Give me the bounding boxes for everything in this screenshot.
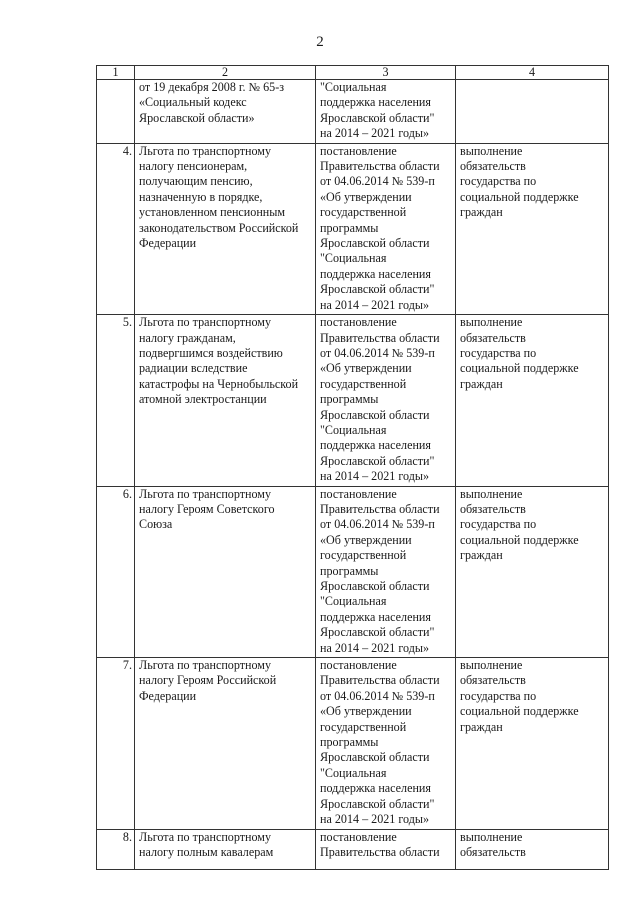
row-number-cell: 6. bbox=[97, 486, 135, 657]
header-col-2: 2 bbox=[135, 66, 316, 80]
benefit-name-line: получающим пенсию, bbox=[139, 174, 253, 189]
benefit-name-line: «Социальный кодекс bbox=[139, 95, 247, 110]
benefit-goal-cell bbox=[456, 486, 609, 657]
legal-act-line: на 2014 – 2021 годы» bbox=[320, 812, 430, 827]
legal-act-line: государственной bbox=[320, 205, 407, 220]
legal-act-line: поддержка населения bbox=[320, 609, 431, 624]
legal-act-line: от 04.06.2014 № 539-п bbox=[320, 688, 435, 703]
benefit-name-line: налогу Героям Российской bbox=[139, 673, 277, 688]
legal-act-line: от 04.06.2014 № 539-п bbox=[320, 345, 435, 360]
benefit-goal-line: государства по bbox=[460, 345, 537, 360]
legal-act-line: Ярославской области bbox=[320, 407, 430, 422]
benefit-goal-line: обязательств bbox=[460, 501, 526, 516]
legal-act-line: Правительства области bbox=[320, 330, 440, 345]
legal-act-line: «Об утверждении bbox=[320, 704, 412, 719]
benefit-name-line: катастрофы на Чернобыльской bbox=[139, 376, 299, 391]
benefit-goal-line: выполнение bbox=[460, 658, 523, 673]
benefit-goal-line: граждан bbox=[460, 205, 503, 220]
legal-act-line: на 2014 – 2021 годы» bbox=[320, 469, 430, 484]
benefit-goal-line: граждан bbox=[460, 376, 503, 391]
legal-act-line: "Социальная bbox=[320, 251, 387, 266]
row-number-cell: 5. bbox=[97, 315, 135, 486]
legal-act-line: поддержка населения bbox=[320, 438, 431, 453]
table-header-row bbox=[97, 66, 609, 80]
legal-act-line: «Об утверждении bbox=[320, 189, 412, 204]
legal-act-line: Ярославской области" bbox=[320, 796, 435, 811]
benefit-goal-cell bbox=[456, 658, 609, 829]
benefit-goal-line: выполнение bbox=[460, 143, 523, 158]
legal-act-line: Правительства области bbox=[320, 159, 440, 174]
legal-act-line: "Социальная bbox=[320, 765, 387, 780]
benefit-goal-line: социальной поддержке bbox=[460, 704, 579, 719]
legal-act-line: постановление bbox=[320, 315, 397, 330]
legal-act-cell bbox=[316, 80, 456, 144]
benefit-name-line: Льгота по транспортному bbox=[139, 829, 271, 844]
legal-act-line: государственной bbox=[320, 719, 407, 734]
benefit-name-line: Льгота по транспортному bbox=[139, 486, 271, 501]
legal-act-cell bbox=[316, 658, 456, 829]
benefit-goal-line: выполнение bbox=[460, 829, 523, 844]
row-number-cell: 8. bbox=[97, 829, 135, 869]
legal-act-line: "Социальная bbox=[320, 422, 387, 437]
legal-act-line: Ярославской области" bbox=[320, 453, 435, 468]
benefit-name-line: установленном пенсионным bbox=[139, 205, 286, 220]
benefit-goal-cell bbox=[456, 315, 609, 486]
benefit-name-line: Федерации bbox=[139, 688, 197, 703]
legal-act-line: Ярославской области bbox=[320, 750, 430, 765]
row-number-cell bbox=[97, 80, 135, 144]
header-col-1: 1 bbox=[97, 66, 135, 80]
benefit-name-line: Союза bbox=[139, 517, 173, 532]
legal-act-line: государственной bbox=[320, 376, 407, 391]
legal-act-cell bbox=[316, 486, 456, 657]
benefit-goal-cell bbox=[456, 829, 609, 869]
legal-act-line: программы bbox=[320, 563, 379, 578]
legal-act-line: Ярославской области" bbox=[320, 282, 435, 297]
benefit-name-line: атомной электростанции bbox=[139, 392, 267, 407]
benefit-goal-line: государства по bbox=[460, 174, 537, 189]
benefit-goal-line: государства по bbox=[460, 517, 537, 532]
benefit-name-line: назначенную в порядке, bbox=[139, 189, 263, 204]
benefit-name-line: налогу пенсионерам, bbox=[139, 159, 248, 174]
legal-act-line: от 04.06.2014 № 539-п bbox=[320, 174, 435, 189]
legal-act-line: постановление bbox=[320, 143, 397, 158]
benefit-goal-line: социальной поддержке bbox=[460, 532, 579, 547]
legal-act-line: постановление bbox=[320, 658, 397, 673]
table-row bbox=[97, 143, 609, 314]
benefit-name-cell bbox=[135, 658, 316, 829]
benefit-name-line: Федерации bbox=[139, 236, 197, 251]
legal-act-line: государственной bbox=[320, 548, 407, 563]
benefit-name-cell bbox=[135, 486, 316, 657]
legal-act-line: поддержка населения bbox=[320, 95, 431, 110]
table-row bbox=[97, 315, 609, 486]
legal-act-line: Правительства области bbox=[320, 673, 440, 688]
benefit-goal-line: социальной поддержке bbox=[460, 361, 579, 376]
legal-act-line: программы bbox=[320, 392, 379, 407]
legal-act-line: от 04.06.2014 № 539-п bbox=[320, 517, 435, 532]
benefit-name-line: налогу полным кавалерам bbox=[139, 844, 274, 859]
benefit-goal-line: обязательств bbox=[460, 330, 526, 345]
legal-act-line: поддержка населения bbox=[320, 266, 431, 281]
table-row bbox=[97, 80, 609, 144]
benefit-name-line: законодательством Российской bbox=[139, 220, 299, 235]
benefit-name-cell bbox=[135, 315, 316, 486]
legal-act-cell bbox=[316, 829, 456, 869]
benefit-name-line: Ярославской области» bbox=[139, 110, 255, 125]
benefit-name-line: подвергшимся воздействию bbox=[139, 345, 283, 360]
header-col-4: 4 bbox=[456, 66, 609, 80]
benefit-name-line: от 19 декабря 2008 г. № 65-з bbox=[139, 80, 284, 94]
table-body bbox=[97, 80, 609, 870]
row-number-cell: 4. bbox=[97, 143, 135, 314]
legal-act-cell bbox=[316, 315, 456, 486]
legal-act-line: Ярославской области bbox=[320, 579, 430, 593]
benefit-name-line: Льгота по транспортному bbox=[139, 658, 271, 673]
benefit-goal-line: граждан bbox=[460, 719, 503, 734]
legal-act-cell bbox=[316, 143, 456, 314]
legal-act-line: постановление bbox=[320, 486, 397, 501]
table-row bbox=[97, 486, 609, 657]
benefit-name-cell bbox=[135, 829, 316, 869]
benefit-name-cell bbox=[135, 80, 316, 144]
benefit-goal-line: выполнение bbox=[460, 486, 523, 501]
table-row bbox=[97, 658, 609, 829]
legal-act-line: программы bbox=[320, 220, 379, 235]
benefit-goal-line: обязательств bbox=[460, 673, 526, 688]
benefit-goal-line: обязательств bbox=[460, 159, 526, 174]
legal-act-line: на 2014 – 2021 годы» bbox=[320, 126, 430, 141]
benefit-goal-line: государства по bbox=[460, 688, 537, 703]
row-number-cell: 7. bbox=[97, 658, 135, 829]
benefit-goal-line: обязательств bbox=[460, 844, 526, 859]
header-col-3: 3 bbox=[316, 66, 456, 80]
legal-act-line: Ярославской области bbox=[320, 236, 430, 251]
legal-act-line: «Об утверждении bbox=[320, 532, 412, 547]
legal-act-line: Правительства области bbox=[320, 844, 440, 859]
legal-act-line: "Социальная bbox=[320, 80, 387, 94]
benefit-name-line: налогу гражданам, bbox=[139, 330, 236, 345]
legal-act-line: «Об утверждении bbox=[320, 361, 412, 376]
benefit-goal-cell bbox=[456, 80, 609, 144]
benefit-name-cell bbox=[135, 143, 316, 314]
benefits-table bbox=[96, 65, 609, 870]
benefit-goal-line: социальной поддержке bbox=[460, 189, 579, 204]
legal-act-line: на 2014 – 2021 годы» bbox=[320, 297, 430, 312]
benefit-goal-line: граждан bbox=[460, 548, 503, 563]
benefit-name-line: Льгота по транспортному bbox=[139, 315, 271, 330]
legal-act-line: Ярославской области" bbox=[320, 625, 435, 640]
legal-act-line: программы bbox=[320, 735, 379, 750]
benefit-goal-cell bbox=[456, 143, 609, 314]
benefit-name-line: радиации вследствие bbox=[139, 361, 248, 376]
benefit-name-line: Льгота по транспортному bbox=[139, 143, 271, 158]
benefit-name-line: налогу Героям Советского bbox=[139, 501, 275, 516]
legal-act-line: "Социальная bbox=[320, 594, 387, 609]
legal-act-line: на 2014 – 2021 годы» bbox=[320, 640, 430, 655]
page-number: 2 bbox=[316, 34, 324, 50]
legal-act-line: постановление bbox=[320, 829, 397, 844]
legal-act-line: Ярославской области" bbox=[320, 110, 435, 125]
legal-act-line: поддержка населения bbox=[320, 781, 431, 796]
benefit-goal-line: выполнение bbox=[460, 315, 523, 330]
legal-act-line: Правительства области bbox=[320, 501, 440, 516]
table-row bbox=[97, 829, 609, 869]
